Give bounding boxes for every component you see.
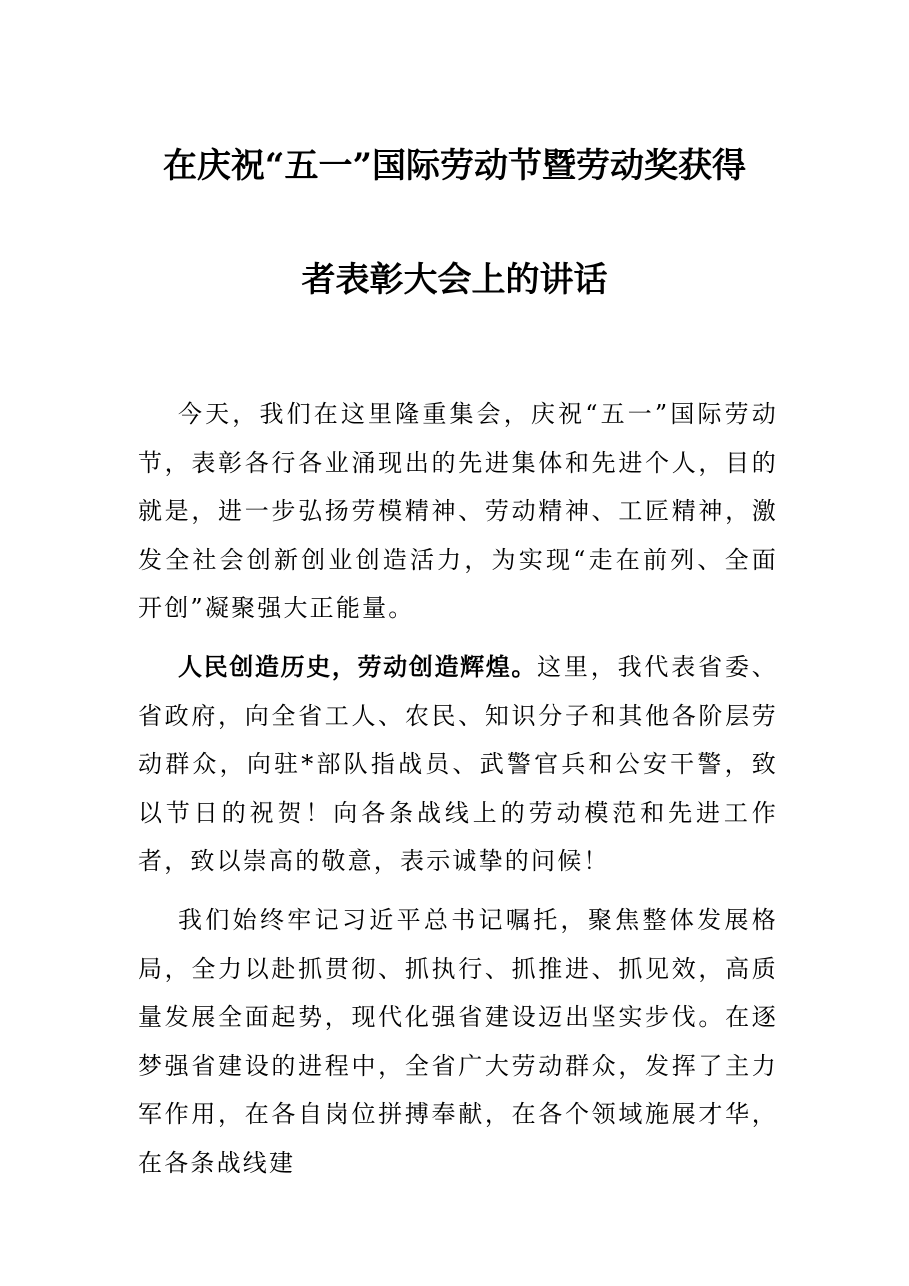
paragraph-3-text: 我们始终牢记习近平总书记嘱托，聚焦整体发展格局，全力以赴抓贯彻、抓执行、抓推进、抓见效，高质量发展全面起势，现代化强省建设迈出坚实步伐。在逐梦强省建设的进程中，全省广大劳动群众，发挥了主力军作用，在各自岗位拼搏奉献，在各个领域施展才华，在各条战线建 <box>138 905 778 1177</box>
paragraph-2-text: 这里，我代表省委、省政府，向全省工人、农民、知识分子和其他各阶层劳动群众，向驻*部队指战员、武警官兵和公安干警，致以节日的祝贺！向各条战线上的劳动模范和先进工作者，致以崇高的敬意，表示诚挚的问候！ <box>138 652 778 876</box>
paragraph-2 <box>138 643 778 886</box>
paragraph-1-text: 今天，我们在这里隆重集会，庆祝“五一”国际劳动节，表彰各行各业涌现出的先进集体和先进个人，目的就是，进一步弘扬劳模精神、劳动精神、工匠精神，激发全社会创新创业创造活力，为实现“走在前列、全面开创”凝聚强大正能量。 <box>138 400 778 623</box>
paragraph-1 <box>138 390 778 633</box>
document-title-line-2: 者表彰大会上的讲话 <box>301 260 608 300</box>
paragraph-3 <box>138 896 778 1188</box>
document-title-line-1: 在庆祝“五一”国际劳动节暨劳动奖获得 <box>162 146 747 186</box>
paragraph-2-lead: 人民创造历史，劳动创造辉煌。 <box>178 651 538 681</box>
document-body <box>138 390 778 1188</box>
